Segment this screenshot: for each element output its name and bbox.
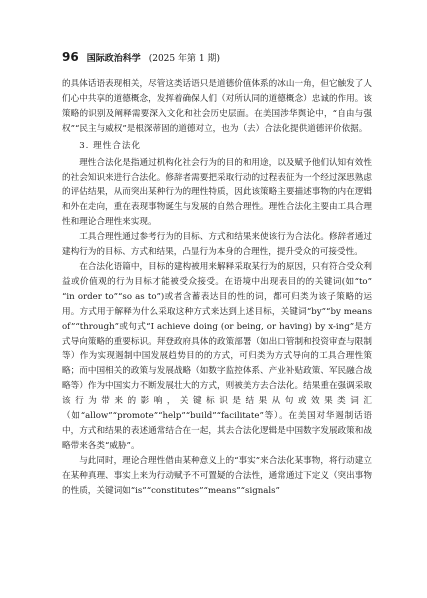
paragraph-rational-legitimation: 理性合法化是指通过机构化社会行为的目的和用途，以及赋予他们认知有效性的社会知识来进行合法化。修辞者需要把采取行动的过程表征为一个经过深思熟虑的评估结果，从而突出某种行为的理性特质，因此该策略主要描述事物的内在逻辑和外在走向，重在表现事物诞生与发展的自然合理性。理性合法化主要由工具合理性和理论合理性来实现。 (62, 157, 372, 228)
paragraph-goals-means-results: 在合法化语篇中，目标的建构被用来解释采取某行为的原因，只有符合受众利益或价值观的行为目标才能被受众接受。在语境中出现表目的的关键词(如“to” “in order to”“so as to”)或者含蓄表达目的性的词，都可归类为该子策略的运用。方式用于解释为什么采取这种方式来达到上述目标，关键词“by”“by means of”“through”或句式“I achieve doing (or being, or having) by x-ing”是方式导向策略的重要标识。拜登政府具体的政策部署（如出口管制和投资审查与限制等）作为实现遏制中国发展趋势目的的方式，可归类为方式导向的工具合理性策略；而中国相关的政策与发展战略（如数字监控体系、产业补贴政策、军民融合战略等）作为中国实力不断发展壮大的方式，则被美方去合法化。结果重在强调采取该行为带来的影响，关键标识是结果从句或效果类词汇（如“allow”“promote”“help”“build”“facilitate”等）。在美国对华遏制话语中，方式和结果的表述通常结合在一起，其去合法化逻辑是中国数字发展政策和战略带来各类“威胁”。 (62, 261, 372, 451)
paragraph-instrumental-rationality: 工具合理性通过参考行为的目标、方式和结果来使该行为合法化。修辞者通过建构行为的目标、方式和结果，凸显行为本身的合理性，提升受众的可接受性。 (62, 232, 372, 258)
paragraph-continued: 的具体话语表现相关，尽管这类话语只是道德价值体系的冰山一角，但它触发了人们心中共享的道德概念，发挥着确保人们（对所认同的道德概念）忠诚的作用。该策略的识别及阐释需要深入文化和社会历史层面。在美国涉华舆论中，“自由与强权”“民主与威权”是根深蒂固的道德对立，也为（去）合法化提供道德评价依据。 (62, 79, 372, 134)
journal-title: 国际政治科学 (86, 54, 141, 64)
page-number: 96 (62, 50, 79, 64)
article-body (62, 77, 372, 498)
paragraph-theoretical-rationality: 与此同时，理论合理性借由某种意义上的“事实”来合法化某事物，将行动建立在某种真理、事实上来为行动赋予不可置疑的合法性，通常通过下定义（突出事物的性质，关键词如“is”“constitutes”“means”“signals” (62, 455, 372, 496)
section-heading: 3. 理性合法化 (79, 140, 142, 151)
journal-issue: (2025 年第 1 期) (148, 54, 220, 64)
running-header (62, 52, 372, 65)
